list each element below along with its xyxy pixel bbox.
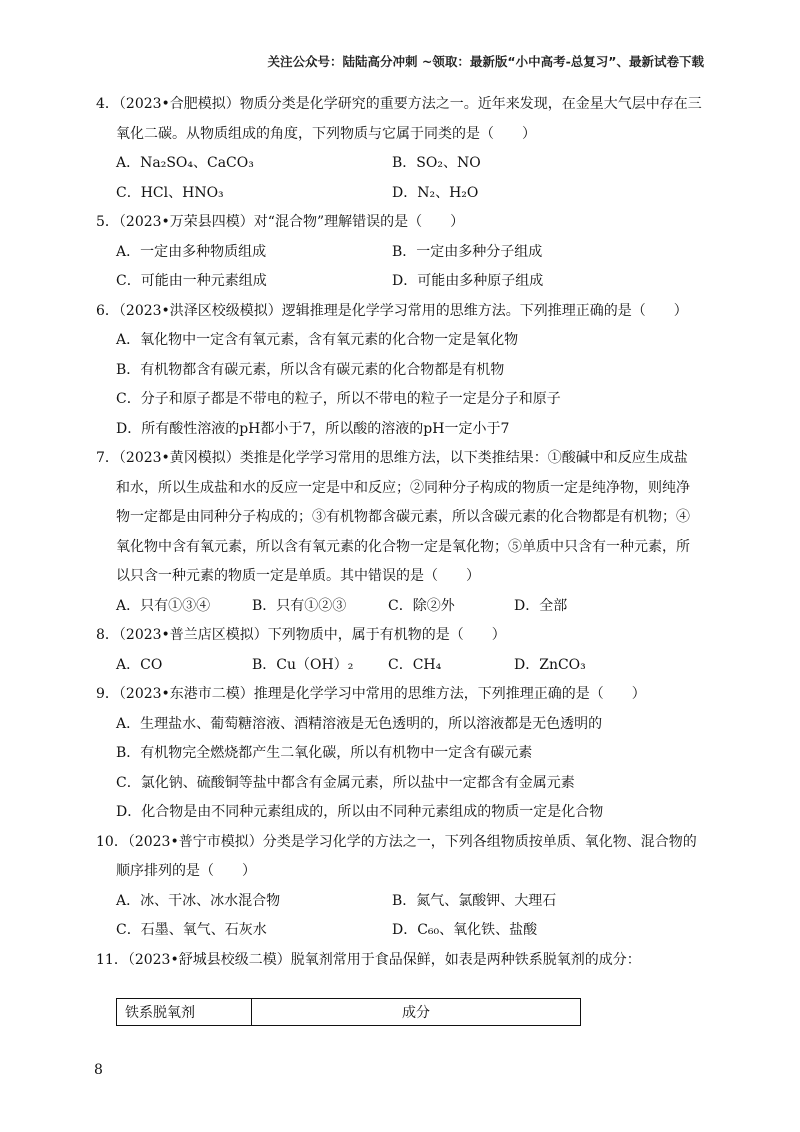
question-4-line-2: 氧化二碳。从物质组成的角度，下列物质与它属于同类的是（ ） [116, 125, 536, 142]
question-5-option-d: D．可能由多种原子组成 [392, 273, 544, 289]
table-header-composition: 成分 [252, 999, 581, 1026]
question-5-option-c: C．可能由一种元素组成 [116, 273, 267, 289]
question-6-option-c: C．分子和原子都是不带电的粒子，所以不带电的粒子一定是分子和原子 [116, 391, 561, 407]
question-4-option-c: C．HCl、HNO₃ [116, 184, 224, 201]
question-7-option-c: C．除②外 [388, 597, 455, 614]
question-7-line-1: 7．（2023•黄冈模拟）类推是化学学习常用的思维方法，以下类推结果：①酸碱中和反应生成盐 [96, 450, 688, 466]
question-4-option-a: A．Na₂SO₄、CaCO₃ [116, 155, 254, 171]
table-header-deoxidizer: 铁系脱氧剂 [117, 999, 252, 1026]
question-9-line-1: 9．（2023•东港市二模）推理是化学学习中常用的思维方法，下列推理正确的是（ ） [96, 686, 646, 702]
question-5-options-row-1 [96, 238, 716, 268]
question-8-option-c: C．CH₄ [388, 656, 442, 673]
question-8-options [96, 651, 716, 681]
question-10-line-2: 顺序排列的是（ ） [116, 863, 256, 879]
question-9-option-d: D．化合物是由不同种元素组成的，所以由不同种元素组成的物质一定是化合物 [116, 804, 604, 820]
question-9-option-a: A．生理盐水、葡萄糖溶液、酒精溶液是无色透明的，所以溶液都是无色透明的 [116, 715, 603, 732]
question-4-line-1: 4．（2023•合肥模拟）物质分类是化学研究的重要方法之一。近年来发现，在金星大气层中存在三 [96, 96, 702, 112]
deoxidizer-table [116, 998, 581, 1026]
question-4-options-row-1 [96, 149, 716, 179]
question-10-option-c: C．石墨、氧气、石灰水 [116, 922, 267, 938]
question-8-option-a: A．CO [116, 656, 163, 673]
question-10-options-row-2 [96, 916, 716, 946]
question-6-option-d: D．所有酸性溶液的pH都小于7，所以酸的溶液的pH一定小于7 [116, 420, 510, 437]
question-5-option-a: A．一定由多种物质组成 [116, 243, 267, 260]
question-10-option-a: A．冰、干冰、冰水混合物 [116, 892, 281, 909]
question-6-line-1: 6．（2023•洪泽区校级模拟）逻辑推理是化学学习常用的思维方法。下列推理正确的是（ ） [96, 302, 688, 319]
question-5-line-1: 5．（2023•万荣县四模）对“混合物”理解错误的是（ ） [96, 214, 465, 230]
question-7-option-a: A．只有①③④ [116, 597, 211, 614]
question-8-option-b: B．Cu（OH）₂ [252, 656, 354, 673]
question-4-options-row-2 [96, 179, 716, 209]
table-header-row [117, 999, 581, 1026]
question-9-option-b: B．有机物完全燃烧都产生二氧化碳，所以有机物中一定含有碳元素 [116, 745, 533, 761]
question-7-line-4: 氧化物中含有氧元素，所以含有氧元素的化合物一定是氧化物；⑤单质中只含有一种元素，所 [116, 538, 690, 555]
question-10-options-row-1 [96, 887, 716, 917]
question-7-line-2: 和水，所以生成盐和水的反应一定是中和反应；②同种分子构成的物质一定是纯净物，则纯净 [116, 479, 690, 496]
question-7-line-5: 以只含一种元素的物质一定是单质。其中错误的是（ ） [116, 568, 480, 584]
page-number: 8 [94, 1062, 103, 1078]
question-8-line-1: 8．（2023•普兰店区模拟）下列物质中，属于有机物的是（ ） [96, 627, 506, 643]
question-5-option-b: B．一定由多种分子组成 [392, 243, 543, 260]
question-10-line-1: 10．（2023•普宁市模拟）分类是学习化学的方法之一，下列各组物质按单质、氧化物、混合物的 [96, 833, 697, 850]
question-list [96, 90, 716, 975]
question-4-option-d: D．N₂、H₂O [392, 184, 479, 201]
question-4-option-b: B．SO₂、NO [392, 155, 481, 171]
question-9-option-c: C．氯化钠、硫酸铜等盐中都含有金属元素，所以盐中一定都含有金属元素 [116, 774, 575, 791]
question-7-line-3: 物一定都是由同种分子构成的；③有机物都含碳元素，所以含碳元素的化合物都是有机物；④ [116, 509, 690, 525]
question-10-option-b: B．氮气、氯酸钾、大理石 [392, 892, 557, 909]
question-7-option-b: B．只有①②③ [252, 597, 347, 614]
question-6-option-b: B．有机物都含有碳元素，所以含有碳元素的化合物都是有机物 [116, 361, 505, 378]
question-6-option-a: A．氧化物中一定含有氧元素，含有氧元素的化合物一定是氧化物 [116, 332, 519, 348]
question-10-option-d: D．C₆₀、氧化铁、盐酸 [392, 922, 538, 938]
page-header: 关注公众号：陆陆高分冲刺 ~领取：最新版“小中高考-总复习”、最新试卷下载 [267, 54, 704, 69]
question-5-options-row-2 [96, 267, 716, 297]
question-11-line-1: 11．（2023•舒城县校级二模）脱氧剂常用于食品保鲜，如表是两种铁系脱氧剂的成分： [96, 951, 641, 968]
question-7-option-d: D．全部 [514, 597, 568, 614]
question-8-option-d: D．ZnCO₃ [514, 656, 586, 673]
question-7-options [96, 592, 716, 622]
